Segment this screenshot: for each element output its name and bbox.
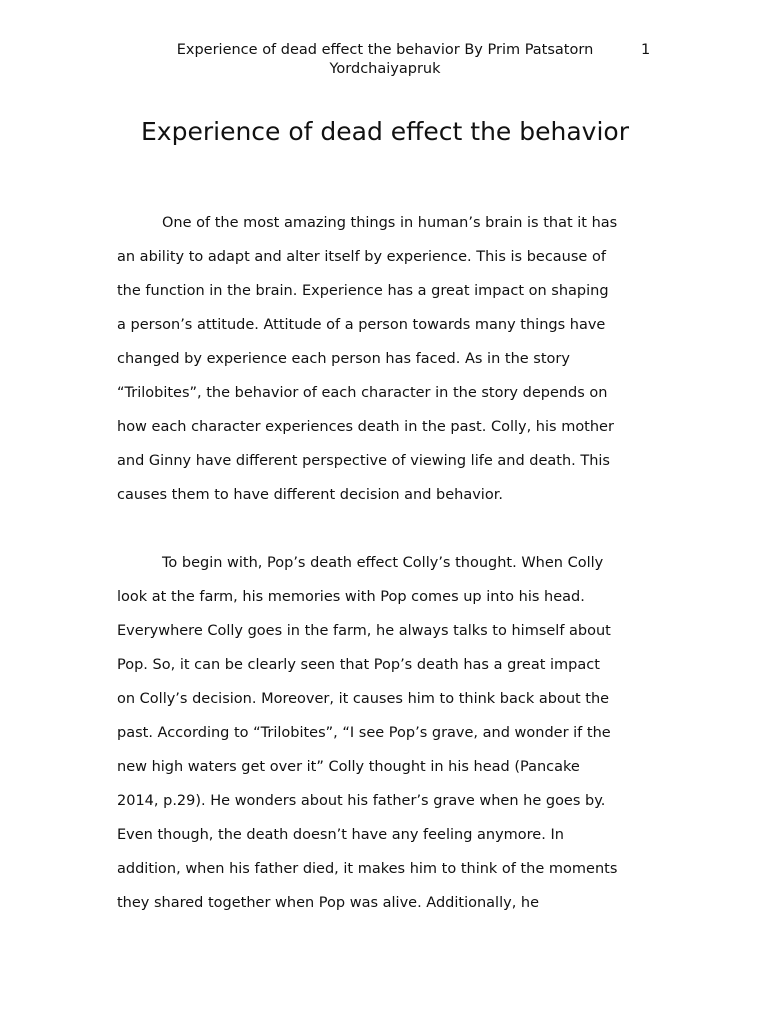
page-number: 1 bbox=[641, 42, 651, 58]
paragraph-line: on Colly’s decision. Moreover, it causes him to think back about the bbox=[117, 691, 610, 707]
paragraph-line: they shared together when Pop was alive. Additionally, he bbox=[117, 895, 540, 911]
document-title: Experience of dead effect the behavior bbox=[141, 117, 629, 146]
paragraph-line: changed by experience each person has faced. As in the story bbox=[117, 351, 570, 367]
paragraph-line: Everywhere Colly goes in the farm, he always talks to himself about bbox=[117, 623, 611, 639]
paragraph-line: an ability to adapt and alter itself by experience. This is because of bbox=[117, 249, 606, 265]
paragraph-line: look at the farm, his memories with Pop comes up into his head. bbox=[117, 589, 585, 605]
paragraph-line: Pop. So, it can be clearly seen that Pop’s death has a great impact bbox=[117, 657, 600, 673]
paragraph-line: To begin with, Pop’s death effect Colly’s thought. When Colly bbox=[162, 555, 604, 571]
paragraph-line: Even though, the death doesn’t have any feeling anymore. In bbox=[117, 827, 564, 843]
paragraph-line: the function in the brain. Experience has a great impact on shaping bbox=[117, 283, 609, 299]
paragraph-1 bbox=[117, 206, 657, 512]
paragraph-line: how each character experiences death in the past. Colly, his mother bbox=[117, 419, 614, 435]
paragraph-line: new high waters get over it” Colly thought in his head (Pancake bbox=[117, 759, 580, 775]
paragraph-line: 2014, p.29). He wonders about his father’s grave when he goes by. bbox=[117, 793, 606, 809]
paragraph-line: and Ginny have different perspective of viewing life and death. This bbox=[117, 453, 610, 469]
paragraph-line: “Trilobites”, the behavior of each character in the story depends on bbox=[117, 385, 608, 401]
paragraph-line: causes them to have different decision and behavior. bbox=[117, 487, 503, 503]
paragraph-line: a person’s attitude. Attitude of a person towards many things have bbox=[117, 317, 606, 333]
running-header: Experience of dead effect the behavior By Prim Patsatorn Yordchaiyapruk bbox=[176, 42, 594, 77]
paragraph-line: addition, when his father died, it makes him to think of the moments bbox=[117, 861, 618, 877]
paragraph-line: One of the most amazing things in human’s brain is that it has bbox=[162, 215, 618, 231]
paragraph-2 bbox=[117, 546, 657, 920]
paragraph-line: past. According to “Trilobites”, “I see Pop’s grave, and wonder if the bbox=[117, 725, 611, 741]
